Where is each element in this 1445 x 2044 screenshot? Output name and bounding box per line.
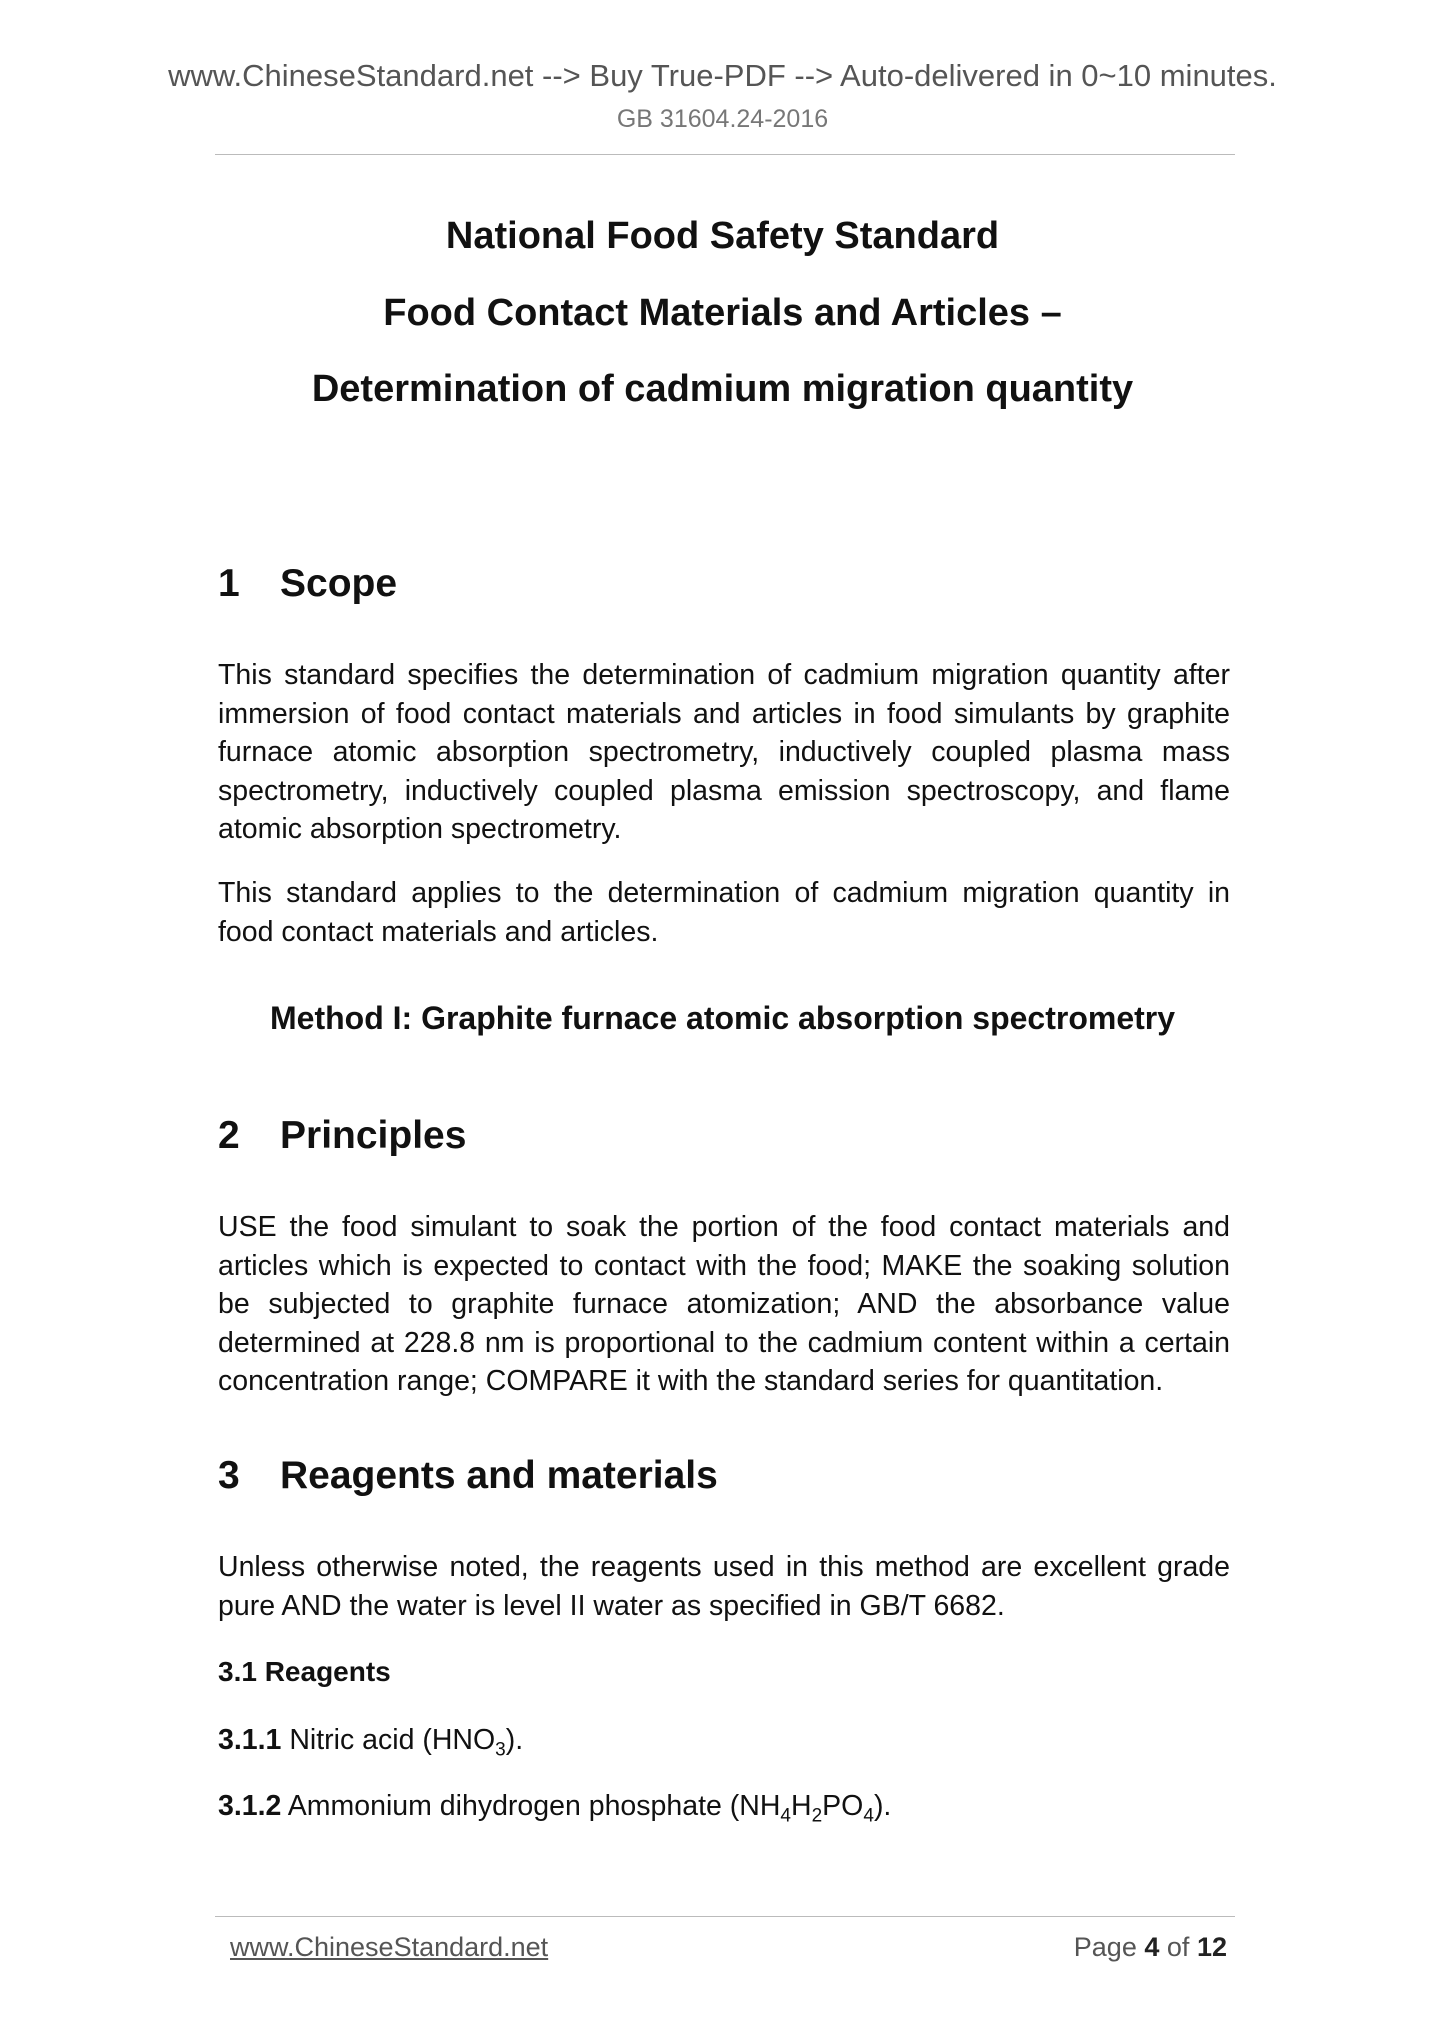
item-text: Ammonium dihydrogen phosphate (NH [287, 1790, 781, 1822]
scope-paragraph-2: This standard applies to the determination of cadmium migration quantity in food contact materials and articles. [218, 877, 1230, 948]
item-text-mid: H [791, 1790, 812, 1822]
section-number: 3 [218, 1454, 240, 1497]
page-total: 12 [1196, 1932, 1227, 1962]
scope-paragraph-1: This standard specifies the determination of cadmium migration quantity after immersion of food contact materials and articles in food simulants by graphite furnace atomic absorption spectrometry, inductively coupled plasma mass spectrometry, inductively coupled plasma emission spectroscopy, and flame atomic absorption spectrometry. [218, 659, 1230, 845]
subscript: 3 [495, 1739, 506, 1761]
page-current: 4 [1144, 1932, 1160, 1962]
standard-code: GB 31604.24-2016 [616, 105, 829, 133]
section-heading-reagents [218, 1454, 718, 1498]
item-text-end: ). [873, 1790, 892, 1822]
footer-divider [215, 1916, 1235, 1917]
page-label: Page [1073, 1932, 1137, 1962]
item-text-mid: PO [822, 1790, 864, 1822]
section-title: Reagents and materials [280, 1454, 718, 1497]
section-number: 1 [218, 562, 240, 605]
section-title: Principles [280, 1114, 467, 1157]
reagents-paragraph: Unless otherwise noted, the reagents used in this method are excellent grade pure AND the water is level II water as specified in GB/T 6682. [218, 1551, 1230, 1622]
item-text-end: ). [505, 1724, 524, 1756]
item-text: Nitric acid (HNO [289, 1724, 496, 1756]
header-banner: www.ChineseStandard.net --> Buy True-PDF --> Auto-delivered in 0~10 minutes. [168, 58, 1277, 93]
subscript: 2 [811, 1805, 823, 1827]
section-number: 2 [218, 1114, 240, 1157]
page-of: of [1166, 1932, 1190, 1962]
section-heading-scope [218, 562, 397, 606]
document-title-line1: National Food Safety Standard [445, 215, 1000, 257]
subscript: 4 [780, 1805, 791, 1827]
principles-paragraph: USE the food simulant to soak the portion of the food contact materials and articles which is expected to contact with the food; MAKE the soaking solution be subjected to graphite furnace atomization; AND the absorbance value determined at 228.8 nm is proportional to the cadmium content within a certain concentration range; COMPARE it with the standard series for quantitation. [218, 1211, 1230, 1397]
document-title-line2: Food Contact Materials and Articles – [383, 292, 1062, 334]
subscript: 4 [863, 1805, 874, 1827]
document-title-line3: Determination of cadmium migration quantity [311, 368, 1134, 410]
section-title: Scope [280, 562, 398, 605]
subsection-heading-reagents: 3.1 Reagents [218, 1656, 391, 1687]
footer-website-link[interactable]: www.ChineseStandard.net [230, 1932, 549, 1962]
reagent-item-ammonium-phosphate [218, 1790, 891, 1828]
header-divider [215, 154, 1235, 155]
section-heading-principles [218, 1114, 466, 1158]
item-number: 3.1.1 [218, 1724, 282, 1756]
item-number: 3.1.2 [218, 1790, 282, 1822]
reagent-item-nitric-acid [218, 1724, 523, 1762]
method-heading: Method I: Graphite furnace atomic absorption spectrometry [269, 1000, 1176, 1036]
page-indicator [1074, 1932, 1227, 1963]
